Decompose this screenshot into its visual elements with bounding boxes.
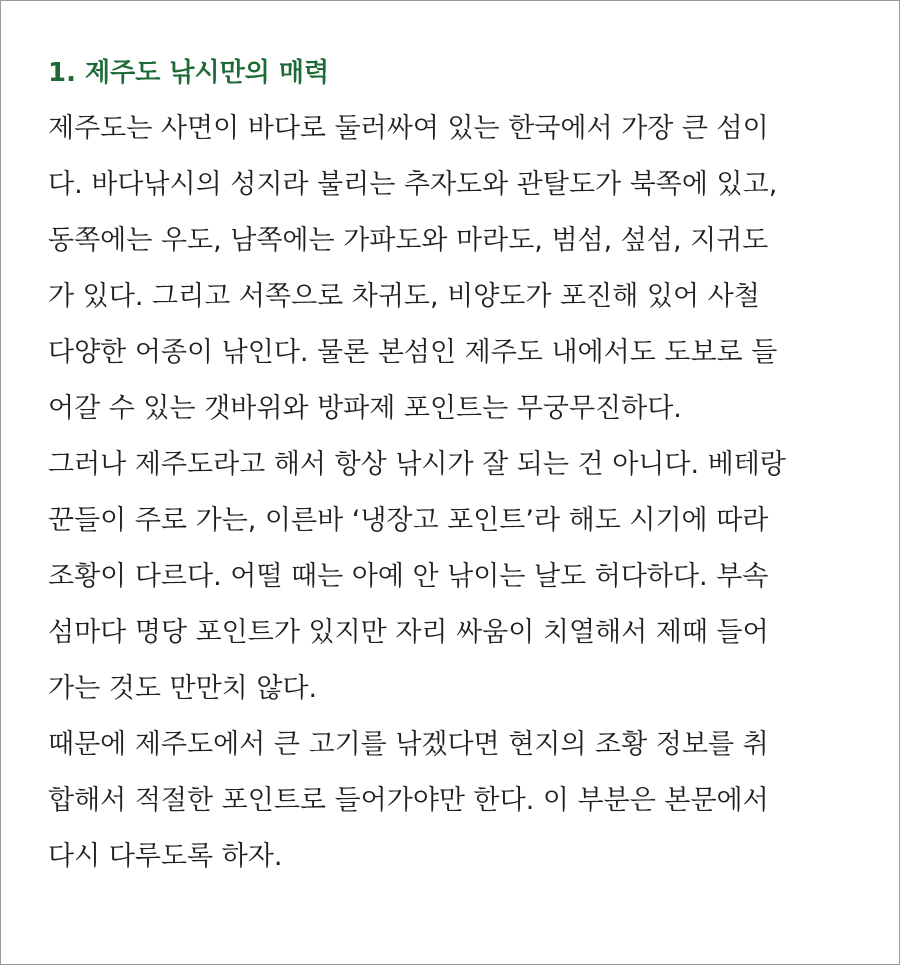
body-line: 가 있다. 그리고 서쪽으로 차귀도, 비양도가 포진해 있어 사철 — [48, 281, 760, 312]
body-line: 어갈 수 있는 갯바위와 방파제 포인트는 무궁무진하다. — [48, 393, 682, 424]
document-content — [48, 45, 848, 885]
body-line: 다양한 어종이 낚인다. 물론 본섬인 제주도 내에서도 도보로 들 — [48, 337, 778, 368]
body-line: 합해서 적절한 포인트로 들어가야만 한다. 이 부분은 본문에서 — [48, 785, 769, 816]
section-heading: 1. 제주도 낚시만의 매력 — [48, 58, 330, 88]
body-line: 때문에 제주도에서 큰 고기를 낚겠다면 현지의 조황 정보를 취 — [48, 729, 769, 760]
body-line: 섬마다 명당 포인트가 있지만 자리 싸움이 치열해서 제때 들어 — [48, 617, 769, 648]
body-line: 조황이 다르다. 어떨 때는 아예 안 낚이는 날도 허다하다. 부속 — [48, 561, 769, 592]
body-line: 꾼들이 주로 가는, 이른바 ‘냉장고 포인트’라 해도 시기에 따라 — [48, 505, 769, 536]
body-line: 동쪽에는 우도, 남쪽에는 가파도와 마라도, 범섬, 섶섬, 지귀도 — [48, 225, 769, 256]
body-line: 제주도는 사면이 바다로 둘러싸여 있는 한국에서 가장 큰 섬이 — [48, 113, 769, 144]
body-line: 다. 바다낚시의 성지라 불리는 추자도와 관탈도가 북쪽에 있고, — [48, 169, 778, 200]
body-line: 다시 다루도록 하자. — [48, 841, 283, 872]
body-line: 그러나 제주도라고 해서 항상 낚시가 잘 되는 건 아니다. 베테랑 — [48, 449, 786, 480]
body-line: 가는 것도 만만치 않다. — [48, 673, 318, 704]
